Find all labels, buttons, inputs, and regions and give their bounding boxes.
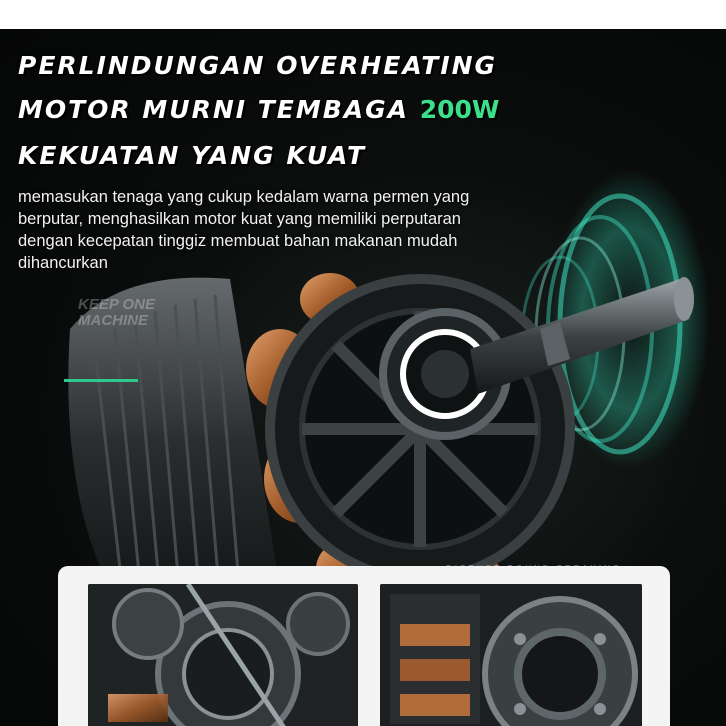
rotor-closeup-illustration [380, 584, 642, 726]
detail-image-rotor [380, 584, 642, 726]
top-white-strip [0, 0, 726, 29]
detail-image-gears [88, 584, 358, 726]
accent-bar [64, 379, 138, 382]
brand-watermark [78, 297, 155, 329]
feature-description: memasukan tenaga yang cukup kedalam warna permen yang berputar, menghasilkan motor kuat yang memiliki perputaran dengan kecepatan tinggiz membuat bahan makanan mudah dihancurkan [18, 188, 470, 272]
headline-strong-power: KEKUATAN YANG KUAT [18, 141, 367, 170]
gears-illustration [88, 584, 358, 726]
power-rating: 200W [419, 95, 500, 124]
watermark-line-2: MACHINE [78, 312, 148, 329]
headline-copper-motor [18, 95, 500, 124]
headline-copper-motor-text: MOTOR MURNI TEMBAGA [18, 95, 410, 124]
headline-overheating: PERLINDUNGAN OVERHEATING [18, 51, 498, 80]
detail-card [58, 566, 670, 726]
watermark-line-1: KEEP ONE [78, 296, 155, 313]
rotor-frame [270, 279, 570, 579]
